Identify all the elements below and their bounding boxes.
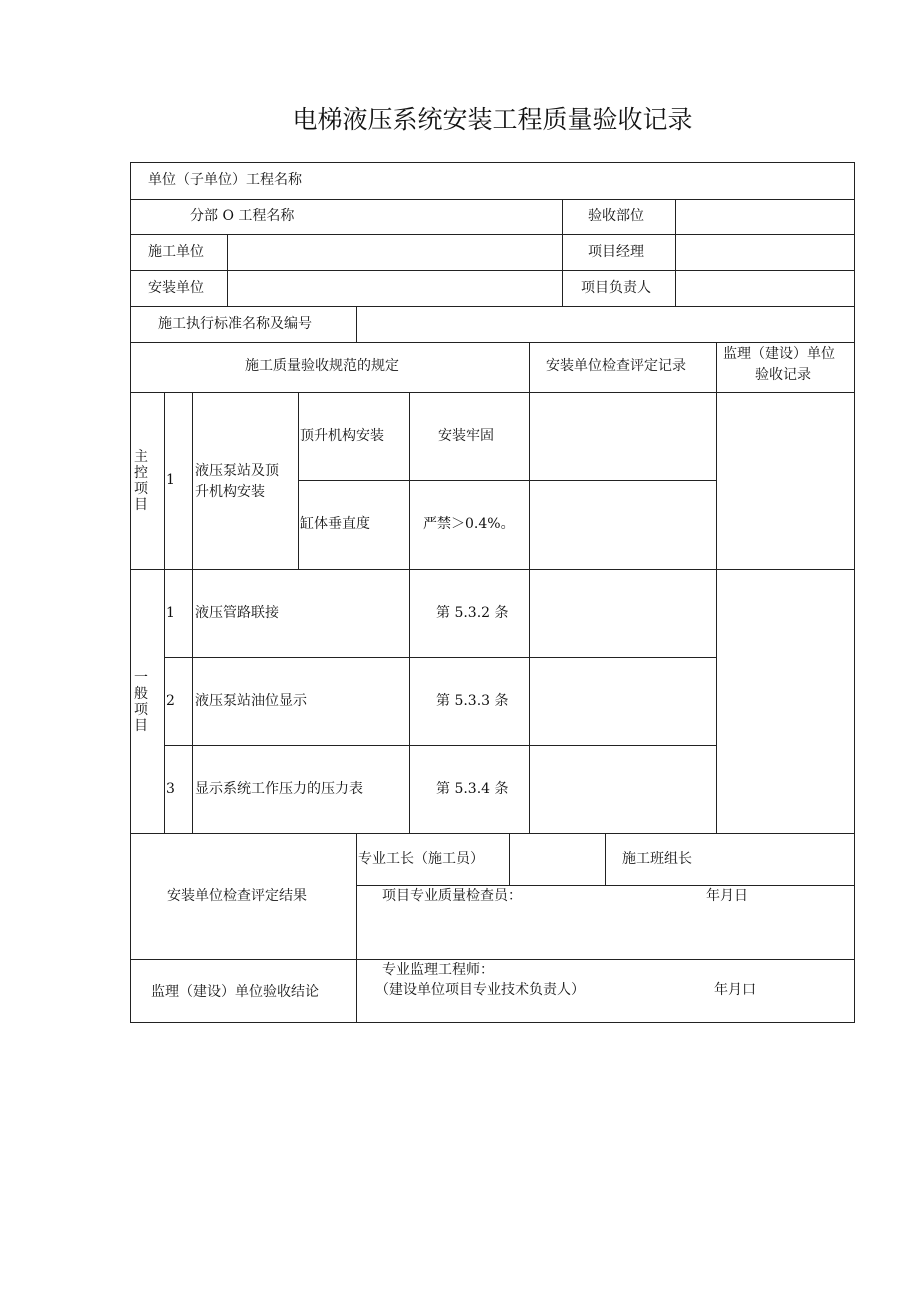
general-item-name-2: 液压泵站油位显示 (195, 693, 307, 709)
sub-project-name-label: 分部 O 工程名称 (190, 208, 295, 224)
rule-h12 (130, 833, 855, 834)
general-requirement-3: 第 5.3.4 条 (436, 781, 509, 797)
rule-v-l (509, 833, 510, 886)
rule-v-b (675, 199, 676, 307)
acceptance-part-label: 验收部位 (588, 208, 644, 224)
rule-h6 (130, 342, 855, 343)
general-item-name-1: 液压管路联接 (195, 605, 279, 621)
rule-h7 (130, 392, 855, 393)
rule-v-f (716, 342, 717, 833)
supervision-column-header-line1: 监理（建设）单位 (723, 346, 835, 362)
rule-h9 (130, 569, 855, 570)
project-manager-label: 项目经理 (588, 244, 644, 260)
rule-v-right (854, 162, 855, 1023)
rule-v-left (130, 162, 131, 1023)
rule-h4 (130, 270, 855, 271)
general-item-number-3: 3 (166, 781, 175, 797)
rule-v-m (605, 833, 606, 886)
result-date-label: 年月日 (706, 888, 748, 904)
main-items-label: 主控项目 (134, 449, 148, 513)
main-subitem-2: 缸体垂直度 (300, 516, 370, 532)
rule-h10 (164, 657, 716, 658)
foreman-label: 专业工长（施工员） (358, 851, 484, 867)
unit-project-name-label: 单位（子单位）工程名称 (148, 172, 302, 188)
rule-v-k (356, 833, 357, 1023)
main-item-name-line2: 升机构安装 (195, 484, 265, 500)
supervision-conclusion-label: 监理（建设）单位验收结论 (151, 984, 319, 1000)
rule-h1 (130, 162, 855, 163)
install-check-column-header: 安装单位检查评定记录 (546, 358, 686, 374)
rule-h3 (130, 234, 855, 235)
owner-technical-leader-label: （建设单位项目专业技术负责人） (375, 982, 585, 998)
general-item-name-3: 显示系统工作压力的压力表 (195, 781, 363, 797)
rule-h5 (130, 306, 855, 307)
rule-h2 (130, 199, 855, 200)
install-result-label: 安装单位检查评定结果 (167, 888, 307, 904)
construction-unit-label: 施工单位 (148, 244, 204, 260)
rule-v-e (529, 342, 530, 833)
general-item-number-1: 1 (166, 605, 175, 621)
general-item-number-2: 2 (166, 693, 175, 709)
rule-v-d (356, 306, 357, 343)
general-requirement-1: 第 5.3.2 条 (436, 605, 509, 621)
rule-h11 (164, 745, 716, 746)
rule-v-j (409, 392, 410, 833)
rule-v-g (164, 392, 165, 833)
main-item-name-line1: 液压泵站及顶 (195, 463, 279, 479)
rule-h15 (130, 1022, 855, 1023)
installation-unit-label: 安装单位 (148, 280, 204, 296)
quality-inspector-label: 项目专业质量检查员： (382, 888, 522, 904)
team-leader-label: 施工班组长 (622, 851, 692, 867)
spec-column-header: 施工质量验收规范的规定 (245, 358, 399, 374)
supervision-engineer-label: 专业监理工程师： (382, 962, 494, 978)
supervision-column-header-line2: 验收记录 (755, 367, 811, 383)
standard-name-label: 施工执行标准名称及编号 (158, 316, 312, 332)
main-requirement-2: 严禁＞0.4%。 (423, 516, 515, 532)
conclusion-date-label: 年月口 (714, 982, 756, 998)
project-leader-label: 项目负责人 (581, 280, 651, 296)
rule-h8 (298, 480, 716, 481)
rule-v-c (227, 234, 228, 307)
rule-v-a (562, 199, 563, 307)
general-items-label: 一般项目 (134, 670, 148, 734)
main-item-number: 1 (166, 472, 175, 488)
main-subitem-1: 顶升机构安装 (300, 428, 384, 444)
rule-v-i (298, 392, 299, 569)
rule-v-h (192, 392, 193, 833)
document-title: 电梯液压系统安装工程质量验收记录 (292, 105, 693, 134)
general-requirement-2: 第 5.3.3 条 (436, 693, 509, 709)
main-requirement-1: 安装牢固 (438, 428, 494, 444)
